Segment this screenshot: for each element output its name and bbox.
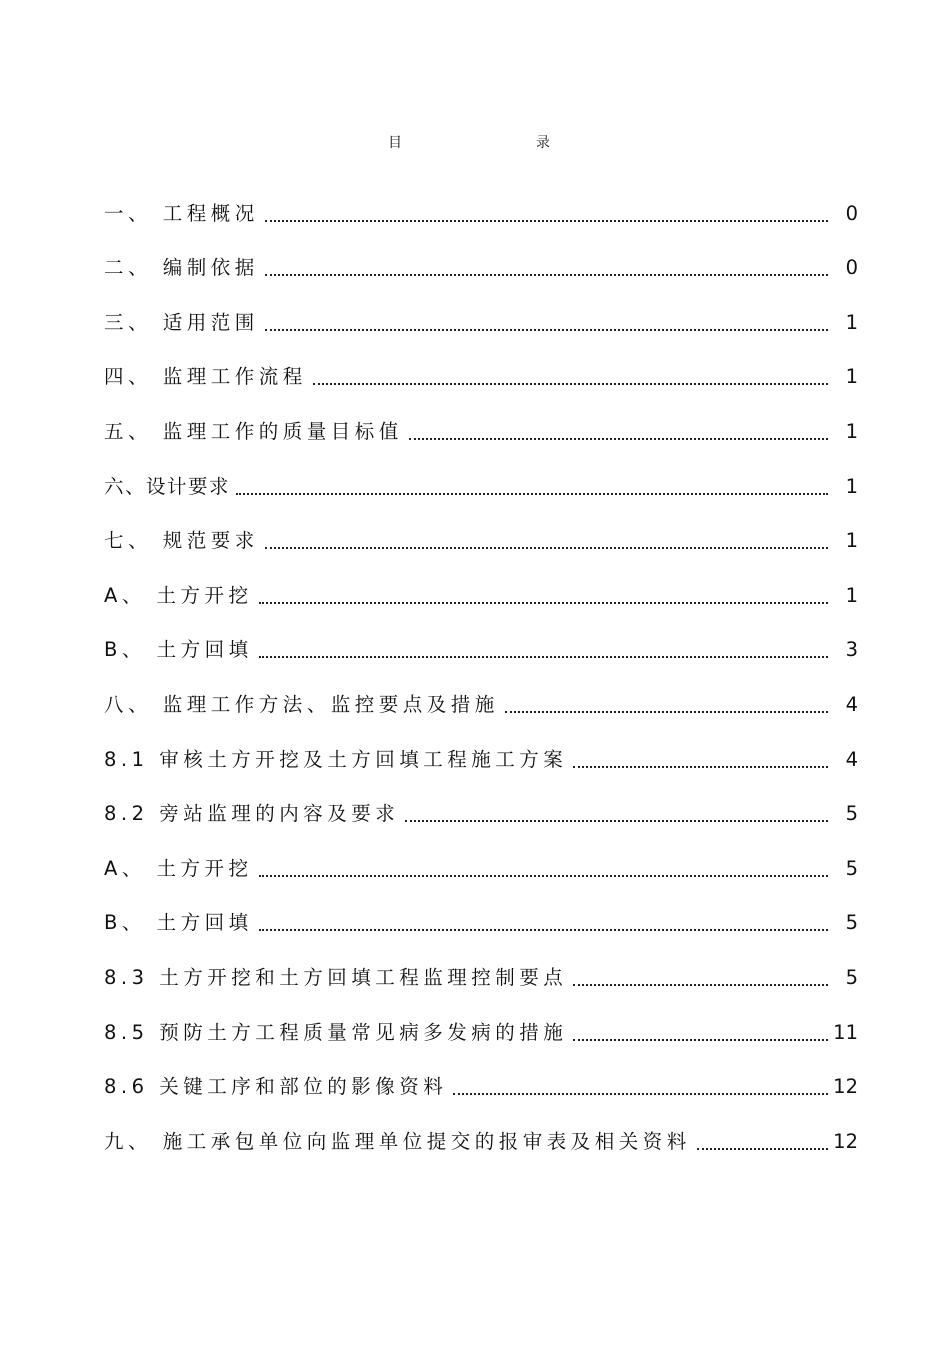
toc-entry[interactable] <box>104 449 866 504</box>
toc-dot-leader <box>259 601 828 604</box>
toc-dot-leader <box>259 928 828 931</box>
toc-entry[interactable] <box>104 231 866 286</box>
toc-dot-leader <box>573 1038 828 1041</box>
toc-entry-label: 八、 监理工作方法、监控要点及措施 <box>104 692 499 716</box>
toc-entry-page: 5 <box>845 856 858 880</box>
toc-entry[interactable] <box>104 995 866 1050</box>
toc-dot-leader <box>573 983 828 986</box>
toc-entry-page: 1 <box>845 419 858 443</box>
toc-entry[interactable] <box>104 667 866 722</box>
toc-entry-page: 1 <box>845 474 858 498</box>
toc-entry-page: 1 <box>845 529 858 553</box>
toc-entry-page: 12 <box>833 1075 858 1099</box>
toc-entry[interactable] <box>104 613 866 668</box>
toc-entry[interactable] <box>104 340 866 395</box>
toc-dot-leader <box>313 382 828 385</box>
toc-dot-leader <box>405 819 828 822</box>
toc-entry-label: 六、设计要求 <box>104 474 231 498</box>
toc-entry-label: 七、 规范要求 <box>104 529 259 553</box>
toc-entry-page: 5 <box>845 965 858 989</box>
toc-entry-page: 11 <box>833 1020 858 1044</box>
toc-dot-leader <box>259 874 828 877</box>
toc-entry-page: 1 <box>845 310 858 334</box>
toc-entry-label: B、 土方回填 <box>104 638 253 662</box>
toc-dot-leader <box>265 328 828 331</box>
toc-entry[interactable] <box>104 285 866 340</box>
toc-entry-label: 8.5 预防土方工程质量常见病多发病的措施 <box>104 1020 568 1044</box>
toc-entry-label: A、 土方开挖 <box>104 856 253 880</box>
toc-entry-label: 四、 监理工作流程 <box>104 365 307 389</box>
toc-entry[interactable] <box>104 1104 866 1159</box>
toc-entry-label: A、 土方开挖 <box>104 583 253 607</box>
toc-entry[interactable] <box>104 176 866 231</box>
toc-title: 目 录 <box>388 135 610 151</box>
toc-entry-page: 1 <box>845 583 858 607</box>
toc-dot-leader <box>265 546 828 549</box>
toc-entry-label: 8.1 审核土方开挖及土方回填工程施工方案 <box>104 747 568 771</box>
toc-entry-page: 12 <box>833 1129 858 1153</box>
toc-entry-page: 1 <box>845 365 858 389</box>
toc-dot-leader <box>236 492 828 495</box>
toc-entry-label: 8.2 旁站监理的内容及要求 <box>104 802 400 826</box>
toc-entry[interactable] <box>104 886 866 941</box>
toc-entry[interactable] <box>104 504 866 559</box>
toc-entry[interactable] <box>104 777 866 832</box>
toc-entry-page: 4 <box>845 747 858 771</box>
toc-entry-label: 8.3 土方开挖和土方回填工程监理控制要点 <box>104 965 568 989</box>
toc-dot-leader <box>265 219 828 222</box>
toc-entry-page: 0 <box>845 256 858 280</box>
toc-entry[interactable] <box>104 1050 866 1105</box>
toc-entry-label: 九、 施工承包单位向监理单位提交的报审表及相关资料 <box>104 1129 691 1153</box>
toc-list <box>104 176 866 1159</box>
toc-entry[interactable] <box>104 558 866 613</box>
toc-entry[interactable] <box>104 940 866 995</box>
toc-entry-label: 三、 适用范围 <box>104 310 259 334</box>
toc-entry-page: 0 <box>845 201 858 225</box>
toc-entry-label: 8.6 关键工序和部位的影像资料 <box>104 1075 448 1099</box>
toc-entry[interactable] <box>104 722 866 777</box>
toc-entry-label: 五、 监理工作的质量目标值 <box>104 419 403 443</box>
toc-dot-leader <box>505 710 828 713</box>
toc-dot-leader <box>265 273 828 276</box>
toc-entry-page: 3 <box>845 638 858 662</box>
toc-dot-leader <box>453 1092 828 1095</box>
toc-entry[interactable] <box>104 831 866 886</box>
toc-entry-label: 一、 工程概况 <box>104 201 259 225</box>
toc-dot-leader <box>409 437 828 440</box>
toc-dot-leader <box>259 655 828 658</box>
toc-dot-leader <box>573 765 828 768</box>
toc-entry-label: 二、 编制依据 <box>104 256 259 280</box>
toc-entry-page: 5 <box>845 911 858 935</box>
toc-entry-label: B、 土方回填 <box>104 911 253 935</box>
toc-entry[interactable] <box>104 394 866 449</box>
toc-entry-page: 4 <box>845 692 858 716</box>
toc-entry-page: 5 <box>845 802 858 826</box>
toc-dot-leader <box>697 1147 828 1150</box>
